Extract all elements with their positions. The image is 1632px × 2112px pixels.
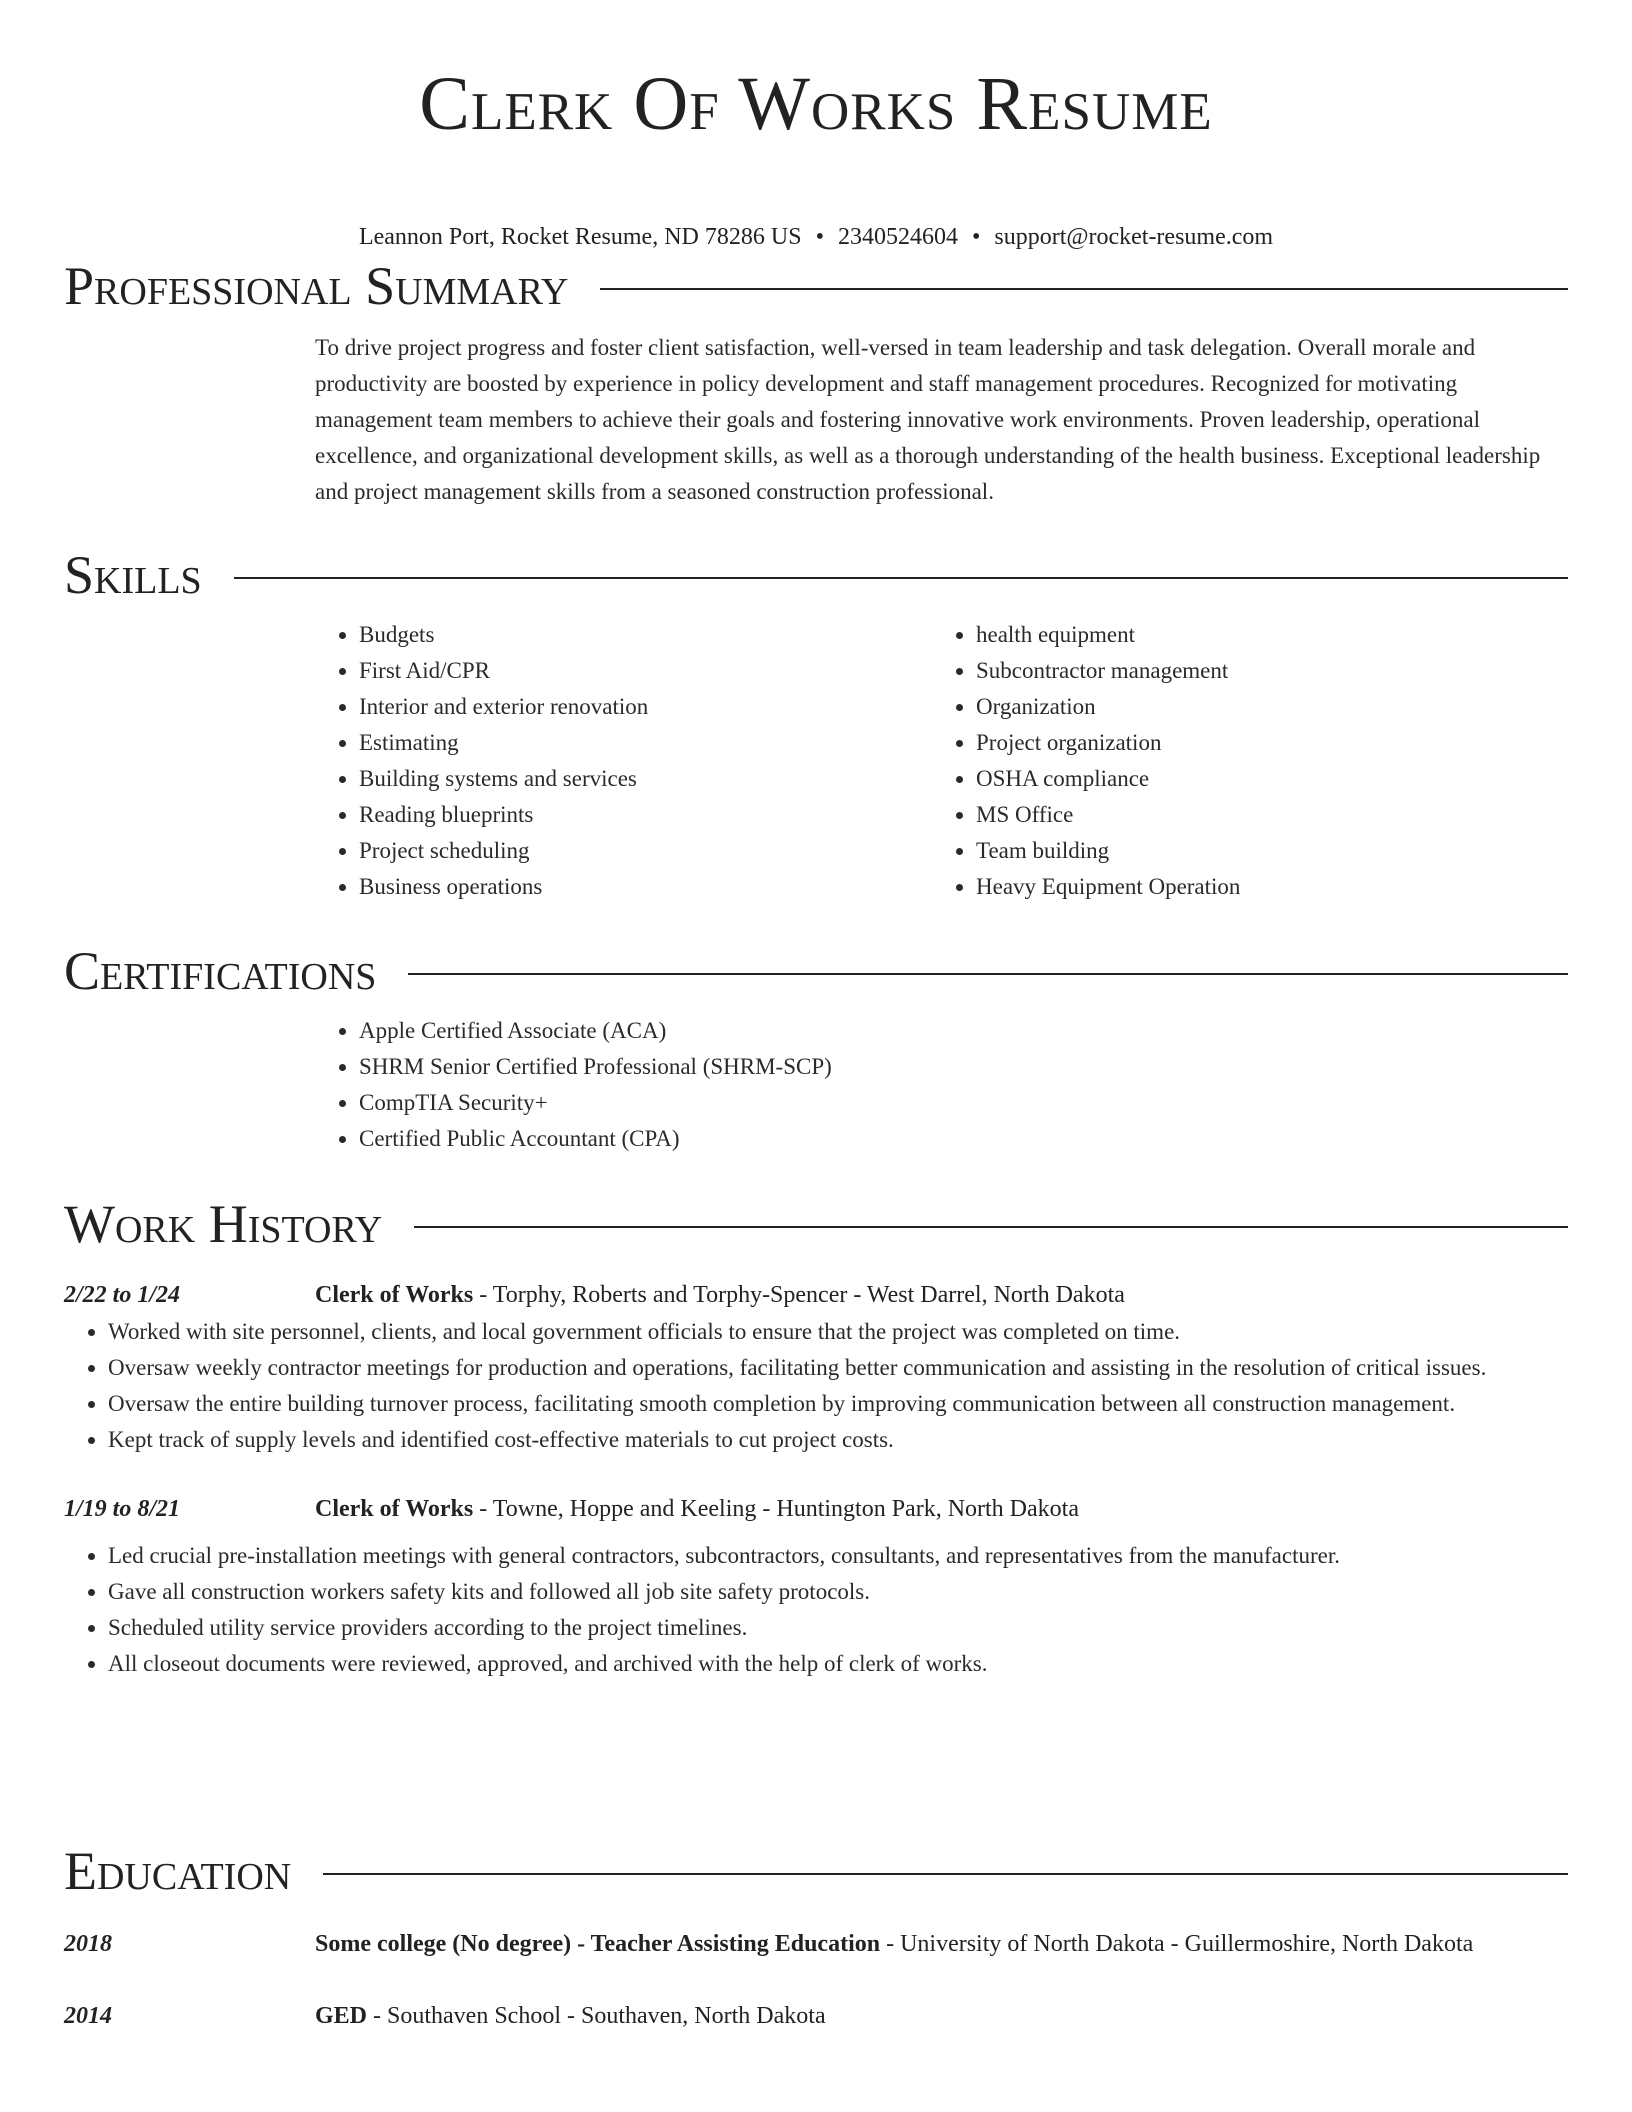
skill-item: • Business operations (359, 869, 932, 905)
section-divider (600, 288, 1568, 290)
job-bullets (64, 1314, 1568, 1458)
summary-heading: Professional Summary (64, 256, 569, 316)
certifications-list (315, 1013, 1568, 1157)
contact-separator: • (815, 224, 824, 250)
certification-item: • Certified Public Accountant (CPA) (359, 1121, 1568, 1157)
job-details: - Towne, Hoppe and Keeling - Huntington Park, North Dakota (473, 1496, 1079, 1522)
skills-heading: Skills (64, 545, 202, 605)
job-bullet: • Gave all construction workers safety kits and followed all job site safety protocols. (108, 1574, 1568, 1610)
education-degree: Some college (No degree) - Teacher Assisting Education (315, 1931, 881, 1957)
skill-item: • Subcontractor management (976, 653, 1549, 689)
job-details: - Torphy, Roberts and Torphy-Spencer - West Darrel, North Dakota (473, 1282, 1125, 1308)
summary-section (64, 256, 1568, 510)
education-degree: GED (315, 2003, 368, 2029)
section-divider (408, 973, 1568, 975)
certification-item: • Apple Certified Associate (ACA) (359, 1013, 1568, 1049)
skill-item: • Project organization (976, 725, 1549, 761)
education-heading-line (315, 1997, 1568, 2035)
job-dates: 1/19 to 8/21 (64, 1496, 181, 1522)
job-bullet: • Worked with site personnel, clients, and local government officials to ensure that the project was completed on time. (108, 1314, 1568, 1350)
skill-item: • Heavy Equipment Operation (976, 869, 1549, 905)
certifications-header (64, 941, 1568, 1001)
job-heading (315, 1276, 1568, 1314)
skill-item: • Team building (976, 833, 1549, 869)
certifications-body (315, 1013, 1568, 1157)
job-dates: 2/22 to 1/24 (64, 1282, 181, 1308)
contact-separator: • (971, 224, 981, 250)
job-title: Clerk of Works (315, 1496, 474, 1522)
section-divider (414, 1226, 1568, 1228)
education-heading: Education (64, 1841, 292, 1901)
skill-item: • Estimating (359, 725, 932, 761)
skills-list-left (315, 617, 932, 905)
job-bullet: • All closeout documents were reviewed, approved, and archived with the help of clerk of works. (108, 1646, 1568, 1682)
skills-column-right (932, 617, 1549, 905)
job-bullet: • Oversaw the entire building turnover process, facilitating smooth completion by improving communication between all construction management. (108, 1386, 1568, 1422)
certifications-section (64, 941, 1568, 1157)
education-details: - Southaven School - Southaven, North Dakota (367, 2003, 826, 2029)
work-history-heading: Work History (64, 1194, 383, 1254)
job-bullet: • Kept track of supply levels and identified cost-effective materials to cut project costs. (108, 1422, 1568, 1458)
certification-item: • CompTIA Security+ (359, 1085, 1568, 1121)
contact-line (0, 222, 1632, 252)
education-year: 2014 (64, 2003, 112, 2029)
resume-title: Clerk Of Works Resume (419, 62, 1213, 146)
job-bullet: • Led crucial pre-installation meetings with general contractors, subcontractors, consultants, and representatives from the manufacturer. (108, 1538, 1568, 1574)
job-bullet: • Oversaw weekly contractor meetings for production and operations, facilitating better communication and assisting in the resolution of critical issues. (108, 1350, 1568, 1386)
job-bullet: • Scheduled utility service providers according to the project timelines. (108, 1610, 1568, 1646)
education-details: - University of North Dakota - Guillermoshire, North Dakota (880, 1931, 1474, 1957)
skill-item: • Interior and exterior renovation (359, 689, 932, 725)
job-bullets (64, 1538, 1568, 1682)
skill-item: • OSHA compliance (976, 761, 1549, 797)
section-divider (234, 577, 1568, 579)
work-history-section (64, 1194, 1568, 1682)
skill-item: • MS Office (976, 797, 1549, 833)
skill-item: • Organization (976, 689, 1549, 725)
education-heading-line (315, 1925, 1568, 1963)
work-history-header (64, 1194, 1568, 1254)
skills-column-left (315, 617, 932, 905)
contact-email: support@rocket-resume.com (994, 224, 1274, 250)
summary-header (64, 256, 1568, 316)
skill-item: • Reading blueprints (359, 797, 932, 833)
skill-item: • Building systems and services (359, 761, 932, 797)
summary-body (315, 330, 1568, 510)
skills-list-right (932, 617, 1549, 905)
contact-address: Leannon Port, Rocket Resume, ND 78286 US (358, 224, 802, 250)
certifications-heading: Certifications (64, 941, 377, 1001)
skills-columns (315, 617, 1568, 905)
job-title: Clerk of Works (315, 1282, 474, 1308)
skill-item: • First Aid/CPR (359, 653, 932, 689)
job-heading (315, 1490, 1568, 1528)
summary-text: To drive project progress and foster client satisfaction, well-versed in team leadership and task delegation. Overall morale and productivity are boosted by experience in policy development and staff management procedures. Recognized for motivating management team members to achieve their goals and fostering innovative work environments. Proven leadership, operational excellence, and organizational development skills, as well as a thorough understanding of the health business. Exceptional leadership and project management skills from a seasoned construction professional. (315, 335, 1541, 504)
skill-item: • health equipment (976, 617, 1549, 653)
skill-item: • Project scheduling (359, 833, 932, 869)
education-section (64, 1841, 1568, 2035)
certification-item: • SHRM Senior Certified Professional (SHRM-SCP) (359, 1049, 1568, 1085)
job-entry (64, 1276, 1568, 1458)
skills-section (64, 545, 1568, 905)
job-entry (64, 1490, 1568, 1682)
education-entry (64, 1925, 1568, 1963)
skill-item: • Budgets (359, 617, 932, 653)
education-entry (64, 1997, 1568, 2035)
skills-header (64, 545, 1568, 605)
section-divider (323, 1873, 1568, 1875)
contact-phone: 2340524604 (837, 224, 958, 250)
education-header (64, 1841, 1568, 1901)
education-year: 2018 (64, 1931, 112, 1957)
